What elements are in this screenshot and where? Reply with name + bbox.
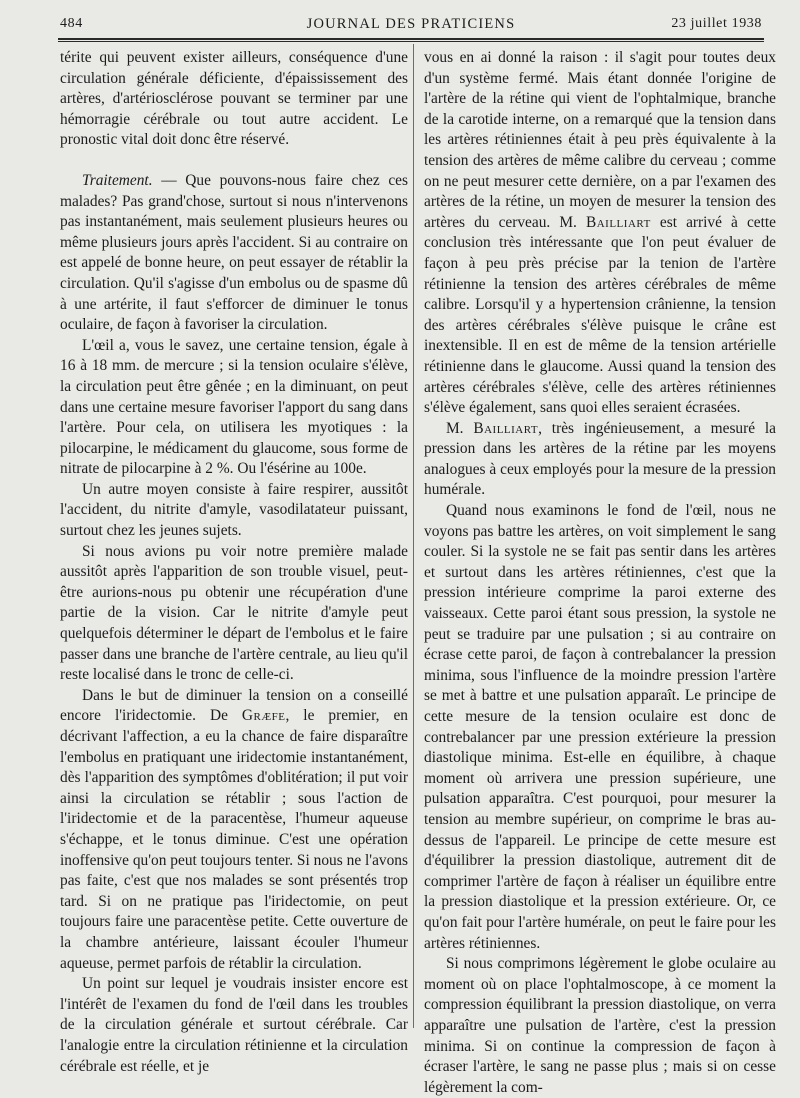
paragraph-traitement (60, 171, 408, 336)
paragraph: Un point sur lequel je voudrais insister encore est l'intérêt de l'examen du fond de l'œil dans les troubles de la circulation générale et surtout cérébrale. Car l'analogie entre la circulation rétinienne et la circulation cérébrale est réelle, et je (60, 975, 408, 1075)
paragraph: Quand nous examinons le fond de l'œil, nous ne voyons pas battre les artères, on voit simplement le sang couler. Si la systole ne se fait pas sentir dans les artères et surtout dans les artères rétiniennes, c'est que la pression intérieure comprime la paroi externe des vaisseaux. Cette paroi étant sous pression, la systole ne peut se traduire par une pulsation ; si au contraire on écrase cette paroi, de façon à contrebalancer la pression minima, sous l'influence de la moindre pression l'artère se met à battre et une pulsation apparaît. Le principe de cette mesure de la tension oculaire est donc de contrebalancer par une pression extérieure la pression diastolique minima. Est-elle en équilibre, à chaque moment où arrivera une pression supérieure, une pulsation apparaîtra. C'est pourquoi, pour mesurer la tension au membre supérieur, on comprime le bras au-dessus de l'appareil. Le principe de cette mesure est d'équilibrer la pression diastolique, autrement dit de comprimer l'artère de façon à réaliser un équilibre entre la pression diastolique et la pression extérieure. Or, ce qu'on fait pour l'artère humérale, on peut le faire pour les artères rétiniennes. (424, 502, 776, 952)
paragraph: Un autre moyen consiste à faire respirer, aussitôt l'accident, du nitrite d'amyle, vasodilatateur puissant, surtout chez les jeunes sujets. (60, 480, 408, 540)
issue-date: 23 juillet 1938 (671, 16, 762, 31)
right-column (424, 48, 776, 1098)
author-name: Bailliart (473, 419, 539, 437)
paragraph: Si nous comprimons légèrement le globe oculaire au moment où on place l'ophtalmoscope, à ce moment la compression équilibrant la pression diastolique, on verra apparaître une pulsation de l'artère, c'est la pression minima. Si on continue la compression de façon à écraser l'artère, le sang ne passe plus ; mais si on cesse légèrement la com- (424, 955, 776, 1096)
section-lead: Traitement. (82, 171, 153, 189)
journal-title: JOURNAL DES PRATICIENS (306, 16, 516, 32)
paragraph-text: vous en ai donné la raison : il s'agit pour toutes deux d'un système fermé. Mais étant donnée l'origine de l'artère de la rétine qui vient de l'ophtalmique, branche de la carotide interne, on a remarqué que la tension dans les artères rétiniennes était à peu près équivalente à la tension des artères de même calibre du cerveau ; comme on ne peut mesurer cette dernière, on a par l'examen des artères de la rétine, un moyen de mesurer la tension des artères du cerveau. M. (424, 49, 776, 231)
author-name: Bailliart (585, 213, 651, 231)
paragraph-text: Dans le but de diminuer la tension on a conseillé encore l'iridectomie. De (60, 686, 408, 725)
column-divider (413, 44, 414, 1028)
page-number: 484 (60, 16, 83, 31)
paragraph: L'œil a, vous le savez, une certaine tension, égale à 16 à 18 mm. de mercure ; si la tension oculaire s'élève, la circulation peut être gênée ; en la diminuant, on peut dans une certaine mesure favoriser l'apport du sang dans l'artère. Pour cela, on utilisera les myotiques : la pilocarpine, le médicament du glaucome, sous forme de nitrate de pilocarpine à 2 %. Ou l'ésérine au 100e. (60, 336, 408, 478)
header-rule (58, 38, 764, 40)
paragraph-text: — Que pouvons-nous faire chez ces malades? Pas grand'chose, surtout si nous n'intervenons pas instantanément, mais seulement plusieurs heures ou même plusieurs jours après l'accident. Si au contraire on est appelé de bonne heure, on peut essayer de rétablir la circulation. Qu'il s'agisse d'un embolus ou de spasme dû à une artérite, il faut s'efforcer de diminuer le tonus oculaire, de façon à favoriser la circulation. (60, 171, 408, 334)
paragraph-text: M. (446, 419, 474, 437)
paragraph-text: , très ingénieusement, a mesuré la pression dans les artères de la rétine par les moyens analogues à ceux employés pour la mesure de la pression humérale. (424, 419, 776, 499)
paragraph (60, 686, 408, 974)
paragraph-text: , le premier, en décrivant l'affection, a eu la chance de faire disparaître l'embolus en pratiquant une iridectomie instantanément, dès l'apparition des symptômes d'oblitération; il put voir ainsi la circulation se rétablir ; sous l'action de l'iridectomie et de la paracentèse, l'humeur aqueuse s'échappe, et le tonus diminue. C'est une opération inoffensive qu'on peut toujours tenter. Si nous ne l'avons pas faite, c'est que nos malades se sont présentés trop tard. Si on ne pratique pas l'iridectomie, on peut toujours faire une paracentèse petite. Cette ouverture de la chambre antérieure, laissant écouler l'humeur aqueuse, permet parfois de rétablir la circulation. (60, 707, 408, 972)
author-name: Græfe (241, 707, 286, 725)
paragraph (424, 48, 776, 419)
left-column (60, 48, 408, 1077)
paragraph: térite qui peuvent exister ailleurs, conséquence d'une circulation générale déficiente, d'épaississement des artères, d'artériosclérose pouvant se terminer par une hémorragie cérébrale ou tout autre accident. Le pronostic vital doit donc être réservé. (60, 49, 408, 149)
running-header (60, 14, 762, 36)
paragraph-text: est arrivé à cette conclusion très intéressante que l'on peut évaluer de façon à peu près précise par la tenion de l'artère rétinienne la tension des artères cérébrales de même calibre. Lorsqu'il y a hypertension crânienne, la tension des artères cérébrales s'élève puisque le crâne est inextensible. Il en est de même de la tension artérielle rétinienne dans le glaucome. Aussi quand la tension des artères cérébrales s'élève, celle des artères rétiniennes s'élève également, sans quoi elles seraient écrasées. (424, 213, 776, 417)
paragraph: Si nous avions pu voir notre première malade aussitôt après l'apparition de son trouble visuel, peut-être aurions-nous pu obtenir une récupération d'une partie de la vision. Car le nitrite d'amyle peut quelquefois déterminer le départ de l'embolus et le faire passer dans une branche de l'artère centrale, au lieu qu'il reste localisé dans le tronc de celle-ci. (60, 542, 408, 684)
header-rule-thin (58, 41, 764, 42)
paragraph (424, 419, 776, 501)
